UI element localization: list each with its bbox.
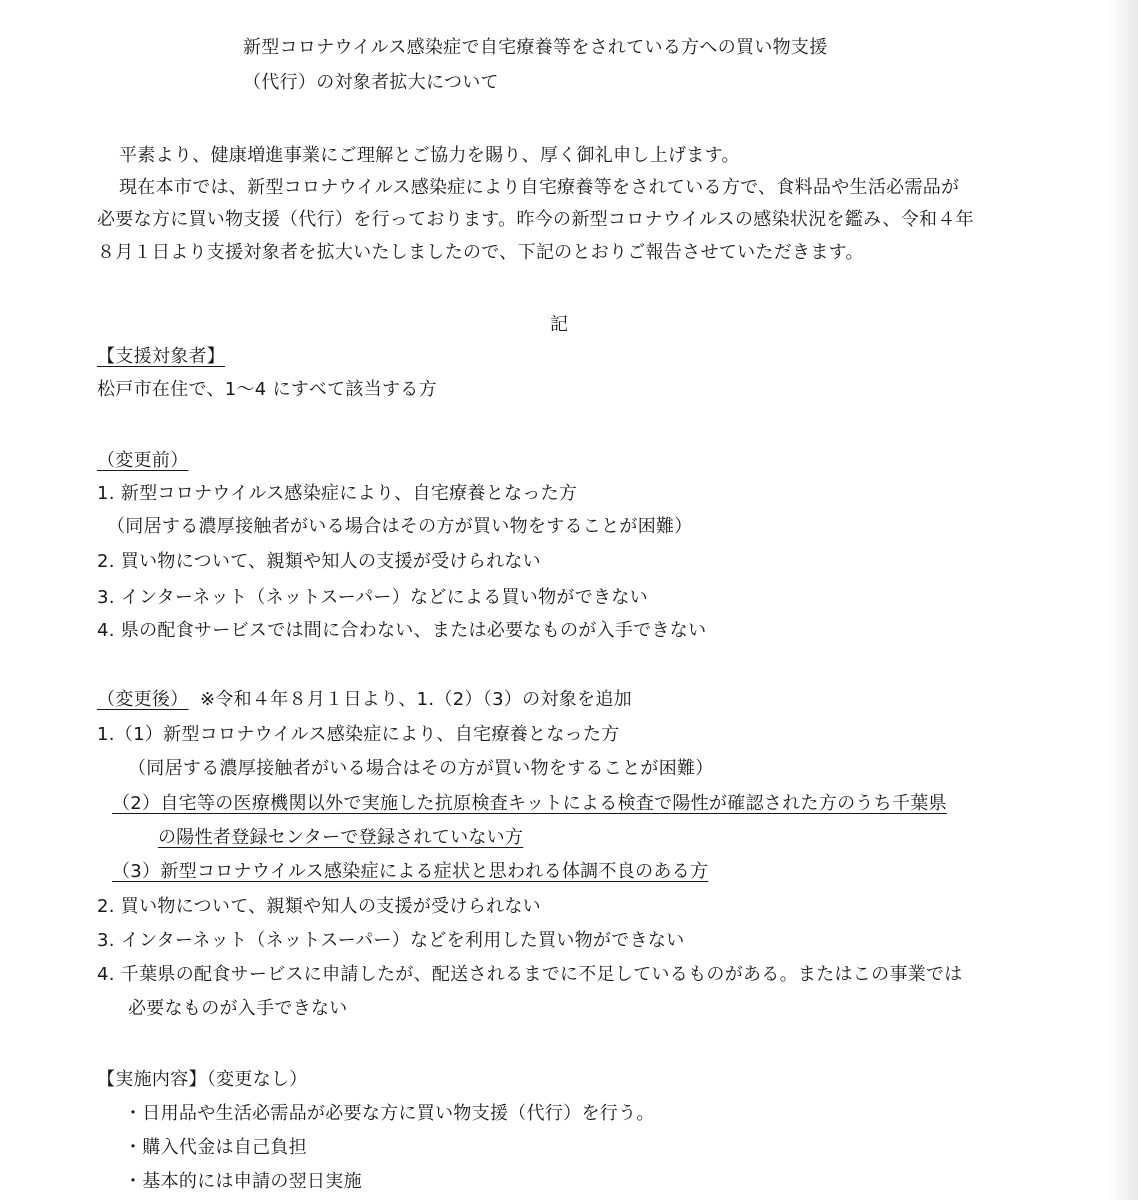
intro-paragraph-2-line3: ８月１日より支援対象者を拡大いたしましたので、下記のとおりご報告させていただきます。 [97,242,864,263]
document-title-line2: （代行）の対象者拡大について [243,72,499,93]
after-item-2: 2. 買い物について、親類や知人の支援が受けられない [97,896,541,917]
after-label-note: ※令和４年８月１日より、1.（2）（3）の対象を追加 [200,689,632,710]
before-item-3: 3. インターネット（ネットスーパー）などによる買い物ができない [97,587,648,608]
before-label: （変更前） [97,450,189,471]
after-item-1-3: （3）新型コロナウイルス感染症による症状と思われる体調不良のある方 [112,861,709,882]
before-item-1-note: （同居する濃厚接触者がいる場合はその方が買い物をすることが困難） [107,516,693,537]
after-item-1-2-line2: の陽性者登録センターで登録されていない方 [158,827,524,848]
before-item-2: 2. 買い物について、親類や知人の支援が受けられない [97,551,541,572]
implementation-bullet-1: ・日用品や生活必需品が必要な方に買い物支援（代行）を行う。 [124,1103,655,1124]
implementation-bullet-3: ・基本的には申請の翌日実施 [124,1171,362,1192]
after-item-4-line2: 必要なものが入手できない [128,998,348,1019]
target-heading: 【支援対象者】 [97,346,226,367]
implementation-bullet-2: ・購入代金は自己負担 [124,1137,307,1158]
after-item-1-2-line1: （2）自宅等の医療機関以外で実施した抗原検査キットによる検査で陽性が確認された方のうち千葉県 [112,793,947,814]
after-item-1-note: （同居する濃厚接触者がいる場合はその方が買い物をすることが困難） [128,758,714,779]
before-item-1: 1. 新型コロナウイルス感染症により、自宅療養となった方 [97,483,578,504]
document-title-line1: 新型コロナウイルス感染症で自宅療養等をされている方への買い物支援 [243,37,828,58]
ki-heading: 記 [550,314,569,335]
intro-paragraph-2-line1: 現在本市では、新型コロナウイルス感染症により自宅療養等をされている方で、食料品や生活必需品が [119,177,960,198]
after-item-1: 1.（1）新型コロナウイルス感染症により、自宅療養となった方 [97,724,620,745]
implementation-heading: 【実施内容】（変更なし） [97,1069,308,1090]
after-label: （変更後） [97,689,189,710]
before-item-4: 4. 県の配食サービスでは間に合わない、または必要なものが入手できない [97,620,707,641]
target-description: 松戸市在住で、1～4 にすべて該当する方 [97,379,437,400]
page-edge-shadow [1108,0,1138,1200]
intro-paragraph-2-line2: 必要な方に買い物支援（代行）を行っております。昨今の新型コロナウイルスの感染状況を鑑み、令和４年 [97,209,974,230]
after-item-4-line1: 4. 千葉県の配食サービスに申請したが、配送されるまでに不足しているものがある。またはこの事業では [97,964,963,985]
intro-paragraph-1: 平素より、健康増進事業にご理解とご協力を賜り、厚く御礼申し上げます。 [119,145,740,166]
after-item-3: 3. インターネット（ネットスーパー）などを利用した買い物ができない [97,930,685,951]
